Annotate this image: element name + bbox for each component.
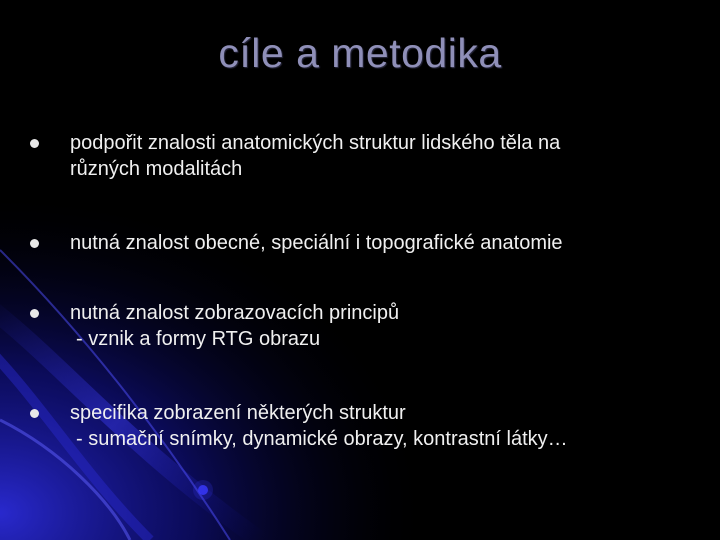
bullet-subline: - vznik a formy RTG obrazu xyxy=(76,328,321,350)
bullet-line: nutná znalost obecné, speciální i topografické anatomie xyxy=(70,232,563,254)
bullet-text xyxy=(70,400,690,452)
bullet-line: podpořit znalosti anatomických struktur lidského těla na xyxy=(70,132,561,154)
bullet-text xyxy=(70,230,690,256)
bullet-line: různých modalitách xyxy=(70,158,243,180)
bullet-text xyxy=(70,130,690,182)
slide-title: cíle a metodika xyxy=(218,30,502,76)
bullet-line: nutná znalost zobrazovacích principů xyxy=(70,302,400,324)
bullet-dot-icon xyxy=(30,139,39,148)
bullet-line: specifika zobrazení některých struktur xyxy=(70,402,406,424)
bullet-text xyxy=(70,300,690,352)
bullet-subline: - sumační snímky, dynamické obrazy, kontrastní látky… xyxy=(76,428,568,450)
bullet-dot-icon xyxy=(30,309,39,318)
bullet-dot-icon xyxy=(30,409,39,418)
bullet-dot-icon xyxy=(30,239,39,248)
